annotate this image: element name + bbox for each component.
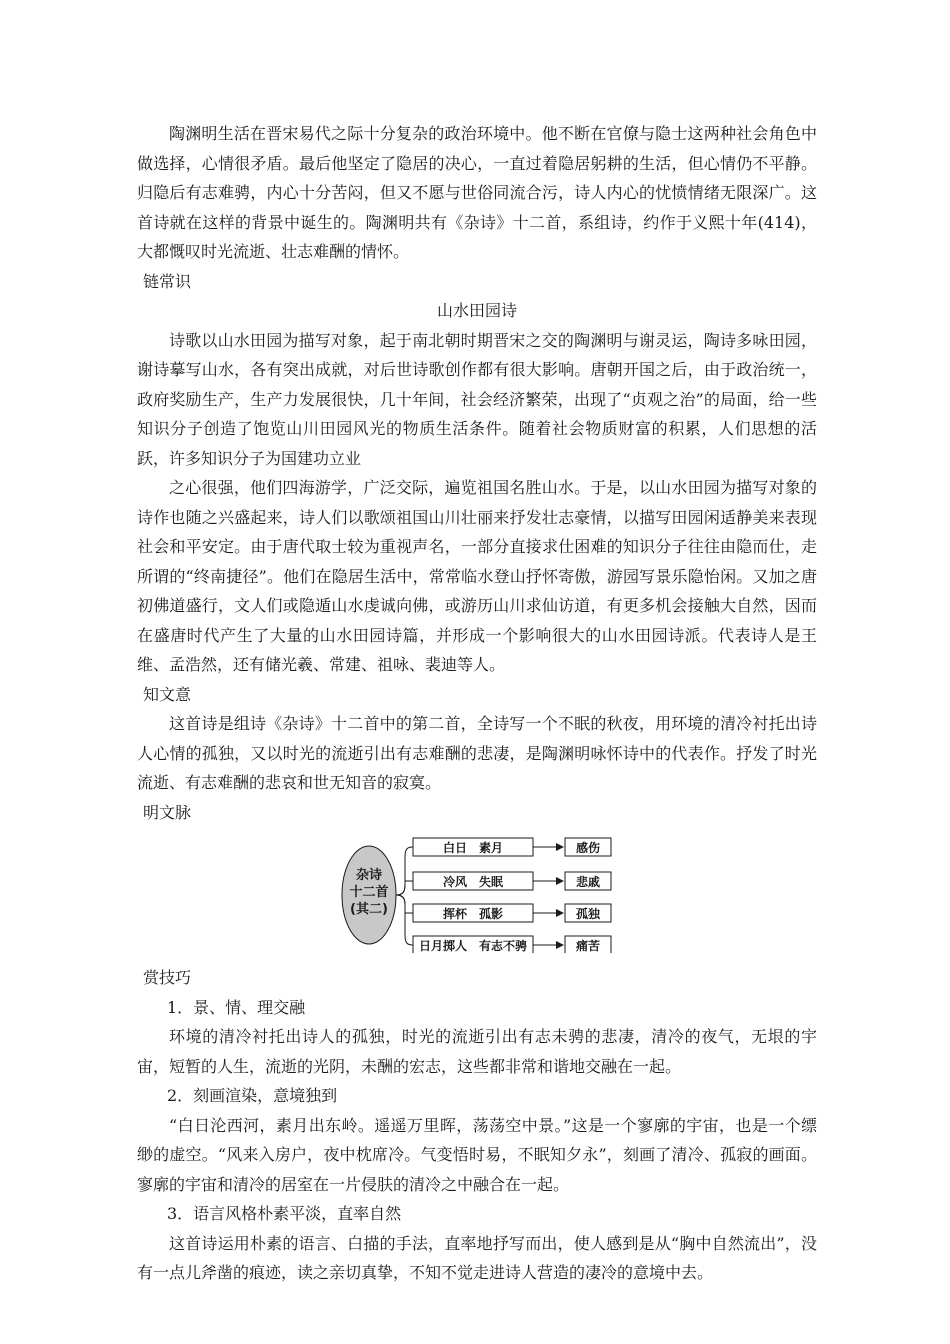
center-line-3: (其二): [350, 902, 388, 917]
technique-1-heading: 1．景、情、理交融: [167, 997, 306, 1017]
center-line-1: 杂诗: [355, 868, 383, 883]
section-label-common-knowledge: 链常识: [143, 271, 192, 291]
common-knowledge-paragraph-1: 诗歌以山水田园为描写对象，起于南北朝时期晋宋之交的陶渊明与谢灵运，陶诗多咏田园，谢诗摹写山水，各有突出成就，对后世诗歌创作都有很大影响。唐朝开国之后，由于政治统一，政府奖励生产，生产力发展很快，几十年间，社会经济繁荣，出现了“贞观之治”的局面，给一些知识分子创造了饱览山川田园风光的物质生活条件。随着社会物质财富的积累，人们思想的活跃，许多知识分子为国建功立业: [137, 330, 817, 468]
branch-label-4: 日月掷人 有志不骋: [418, 939, 528, 953]
meaning-paragraph: 这首诗是组诗《杂诗》十二首中的第二首，全诗写一个不眠的秋夜，用环境的清冷衬托出诗人心情的孤独，又以时光的流逝引出有志难酬的悲凄，是陶渊明咏怀诗中的代表作。抒发了时光流逝、有志难酬的悲哀和世无知音的寂寞。: [137, 714, 817, 792]
document-content: [137, 119, 817, 1288]
branch-label-1: 白日 素月: [442, 841, 504, 855]
branch-label-3: 挥杯 孤影: [442, 907, 504, 921]
common-knowledge-paragraph-2: 之心很强，他们四海游学，广泛交际，遍览祖国名胜山水。于是，以山水田园为描写对象的诗作也随之兴盛起来，诗人们以歌颂祖国山川壮丽来抒发壮志豪情，以描写田园闲适静美来表现社会和平安定。由于唐代取士较为重视声名，一部分直接求仕困难的知识分子往往由隐而仕，走所谓的“终南捷径”。他们在隐居生活中，常常临水登山抒怀寄傲，游园写景乐隐怡闲。又加之唐初佛道盛行，文人们或隐遁山水虔诚向佛，或游历山川求仙访道，有更多机会接触大自然，因而在盛唐时代产生了大量的山水田园诗篇，并形成一个影响很大的山水田园诗派。代表诗人是王维、孟浩然，还有储光羲、常建、祖咏、裴迪等人。: [137, 478, 817, 674]
connector-2: [396, 881, 413, 895]
structure-diagram-svg: [341, 837, 613, 953]
technique-2-heading: 2．刻画渲染，意境独到: [167, 1086, 338, 1105]
emotion-label-2: 悲戚: [575, 875, 601, 889]
connector-4: [396, 895, 413, 945]
background-paragraph: 陶渊明生活在晋宋易代之际十分复杂的政治环境中。他不断在官僚与隐士这两种社会角色中做选择，心情很矛盾。最后他坚定了隐居的决心，一直过着隐居躬耕的生活，但心情仍不平静。归隐后有志难骋，内心十分苦闷，但又不愿与世俗同流合污，诗人内心的忧愤情绪无限深广。这首诗就在这样的背景中诞生的。陶渊明共有《杂诗》十二首，系组诗，约作于义熙十年(414)，大都慨叹时光流逝、壮志难酬的情怀。: [137, 124, 817, 261]
section-label-structure: 明文脉: [143, 802, 192, 822]
subsection-title: 山水田园诗: [436, 301, 517, 320]
center-line-2: 十二首: [349, 885, 389, 900]
structure-diagram: [137, 837, 817, 953]
emotion-label-1: 感伤: [575, 841, 601, 855]
section-label-meaning: 知文意: [143, 684, 192, 704]
branch-label-2: 冷风 失眠: [442, 875, 504, 889]
technique-3-heading: 3．语言风格朴素平淡，直率自然: [167, 1204, 402, 1223]
section-label-techniques: 赏技巧: [143, 968, 192, 987]
technique-2-body: “白日沦西河，素月出东岭。遥遥万里晖，荡荡空中景。”这是一个寥廓的宇宙，也是一个缥缈的虚空。“风来入房户，夜中枕席冷。气变悟时易，不眠知夕永”，刻画了清冷、孤寂的画面。寥廓的宇宙和清冷的居室在一片侵肤的清冷之中融合在一起。: [137, 1115, 817, 1194]
technique-1-body: 环境的清冷衬托出诗人的孤独，时光的流逝引出有志未骋的悲凄，清冷的夜气，无垠的宇宙，短暂的人生，流逝的光阴，未酬的宏志，这些都非常和谐地交融在一起。: [137, 1027, 817, 1076]
emotion-label-4: 痛苦: [575, 939, 601, 953]
emotion-label-3: 孤独: [575, 907, 601, 921]
technique-3-body: 这首诗运用朴素的语言、白描的手法，直率地抒写而出，使人感到是从“胸中自然流出”，没有一点儿斧凿的痕迹，读之亲切真挚，不知不觉走进诗人营造的凄冷的意境中去。: [137, 1233, 817, 1282]
